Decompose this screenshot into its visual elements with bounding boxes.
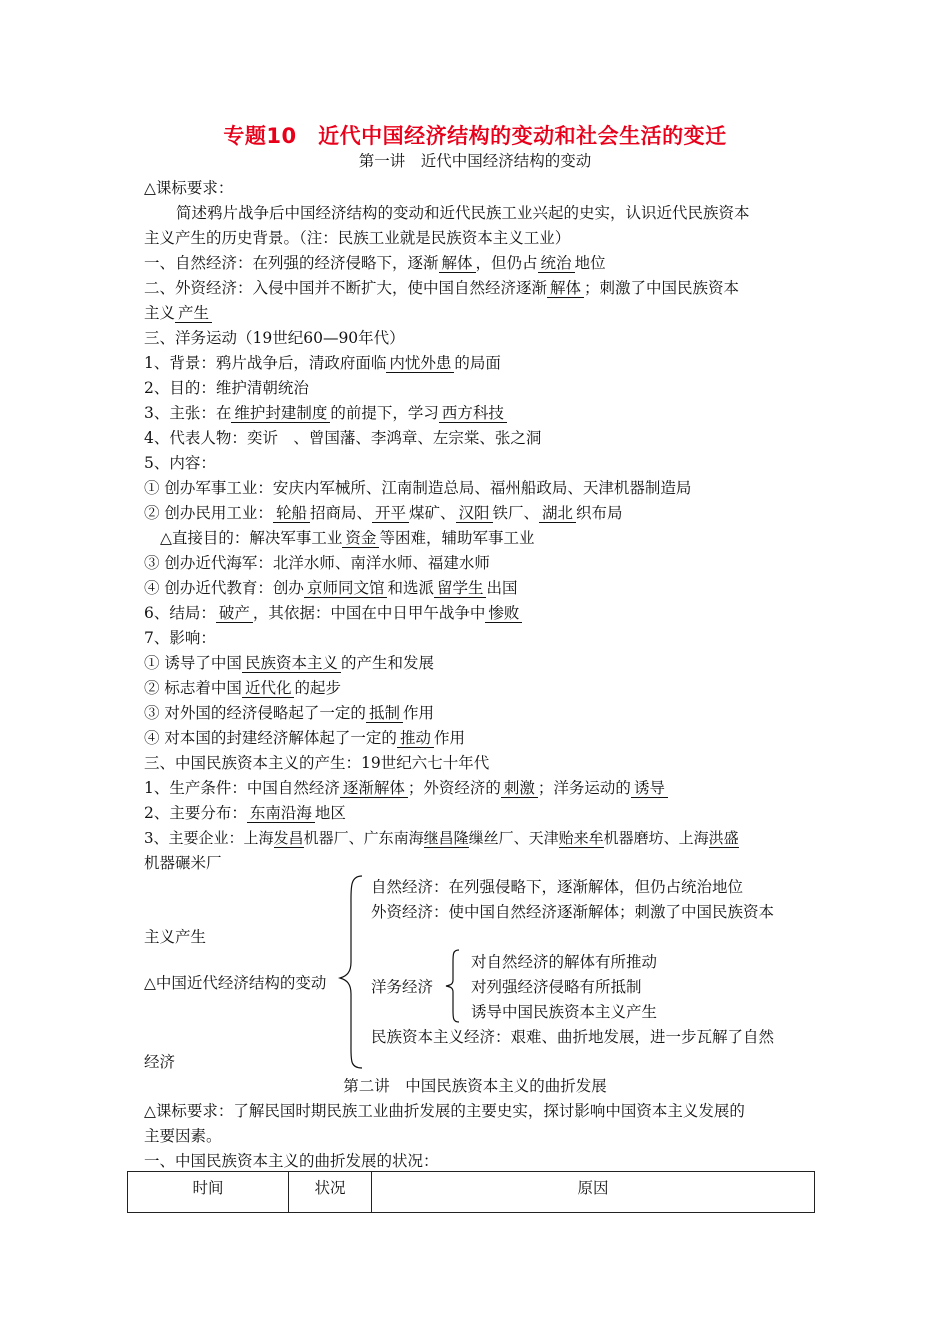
text-line: 二、外资经济：入侵中国并不断扩大，使中国自然经济逐渐 解体 ；刺激了中国民族资本 xyxy=(144,279,740,297)
answer-blank: 洪盛 xyxy=(708,829,739,847)
answer-blank: 汉阳 xyxy=(456,504,493,523)
outer-brace xyxy=(338,874,368,1070)
text-line: 1、背景：鸦片战争后，清政府面临 内忧外患 的局面 xyxy=(144,354,501,372)
answer-blank: 开平 xyxy=(372,504,409,523)
text-line: 一、自然经济：在列强的经济侵略下，逐渐 解体 ，但仍占 统治 地位 xyxy=(144,254,606,272)
diagram-branch-wrap: 经济 xyxy=(144,1053,176,1071)
answer-blank: 解体 xyxy=(547,279,584,298)
text-line: ① 创办军事工业：安庆内军械所、江南制造总局、福州船政局、天津机器制造局 xyxy=(144,479,692,497)
answer-blank: 刺激 xyxy=(501,779,538,798)
text-line: ③ 创办近代海军：北洋水师、南洋水师、福建水师 xyxy=(144,554,490,572)
diagram-branch: 洋务经济 xyxy=(371,978,434,996)
answer-blank: 惨败 xyxy=(485,604,522,623)
answer-blank: 轮船 xyxy=(273,504,310,523)
curriculum-text: 简述鸦片战争后中国经济结构的变动和近代民族工业兴起的史实，认识近代民族资本 xyxy=(176,204,750,222)
diagram-branch: 外资经济：使中国自然经济逐渐解体；刺激了中国民族资本 xyxy=(371,903,775,921)
text-line: △直接目的：解决军事工业 资金 等困难，辅助军事工业 xyxy=(160,529,535,547)
lecture-2-heading: 第二讲 中国民族资本主义的曲折发展 xyxy=(343,1077,607,1095)
answer-blank: 维护封建制度 xyxy=(231,404,330,423)
text-line: 5、内容： xyxy=(144,454,216,472)
text-line: 2、主要分布： 东南沿海 地区 xyxy=(144,804,346,822)
text-line: 3、主要企业：上海发昌机器厂、广东南海继昌隆缫丝厂、天津贻来牟机器磨坊、上海洪盛 xyxy=(144,829,739,847)
text-line: 7、影响： xyxy=(144,629,216,647)
text-line: ② 标志着中国 近代化 的起步 xyxy=(144,679,341,697)
answer-blank: 诱导 xyxy=(631,779,668,798)
text-line: 3、主张：在 维护封建制度 的前提下，学习 西方科技 xyxy=(144,403,507,423)
answer-blank: 湖北 xyxy=(539,504,576,523)
diagram-branch: 自然经济：在列强侵略下，逐渐解体，但仍占统治地位 xyxy=(371,878,744,896)
text-line: 主义 产生 xyxy=(144,303,212,323)
answer-blank: 京师同文馆 xyxy=(304,579,388,598)
answer-blank: 留学生 xyxy=(434,579,487,598)
text-line: ③ 对外国的经济侵略起了一定的 抵制 作用 xyxy=(144,704,434,722)
answer-blank: 近代化 xyxy=(242,679,295,698)
table-header-cell: 原因 xyxy=(372,1172,815,1213)
diagram-sub-branch: 对列强经济侵略有所抵制 xyxy=(471,978,642,996)
answer-blank: 发昌 xyxy=(273,829,304,847)
text-line: 1、生产条件：中国自然经济 逐渐解体 ；外资经济的 刺激 ；洋务运动的 诱导 xyxy=(144,778,668,798)
text-line: ④ 创办近代教育：创办 京师同文馆 和选派 留学生 出国 xyxy=(144,579,518,597)
answer-blank: 逐渐解体 xyxy=(340,779,408,798)
answer-blank: 推动 xyxy=(397,729,434,748)
answer-blank: 内忧外患 xyxy=(386,354,454,373)
section-heading: 一、中国民族资本主义的曲折发展的状况： xyxy=(144,1152,439,1170)
text-line: 6、结局： 破产 ，其依据：中国在中日甲午战争中 惨败 xyxy=(144,603,522,623)
inner-brace xyxy=(443,948,463,1024)
text-line: 2、目的：维护清朝统治 xyxy=(144,379,309,397)
curriculum-text: 主要因素。 xyxy=(144,1127,222,1145)
page-title: 专题10 近代中国经济结构的变动和社会生活的变迁 xyxy=(223,124,727,148)
text-line: 机器碾米厂 xyxy=(144,854,222,872)
curriculum-heading: △课标要求： xyxy=(144,179,234,197)
section-heading: 三、洋务运动（19世纪60—90年代） xyxy=(144,329,405,347)
answer-blank: 产生 xyxy=(175,304,212,323)
table-header-row xyxy=(128,1172,815,1213)
table-header-cell: 时间 xyxy=(128,1172,289,1213)
answer-blank: 继昌隆 xyxy=(423,829,469,847)
diagram-branch-wrap: 主义产生 xyxy=(144,928,207,946)
answer-blank: 东南沿海 xyxy=(247,804,315,823)
answer-blank: 解体 xyxy=(439,254,476,273)
text-line: ② 创办民用工业： 轮船 招商局、 开平 煤矿、 汉阳 铁厂、 湖北 织布局 xyxy=(144,504,623,522)
diagram-branch: 民族资本主义经济：艰难、曲折地发展，进一步瓦解了自然 xyxy=(371,1028,775,1046)
development-table xyxy=(127,1171,815,1213)
text-line: ① 诱导了中国 民族资本主义 的产生和发展 xyxy=(144,654,434,672)
diagram-root: △中国近代经济结构的变动 xyxy=(144,974,327,992)
answer-blank: 抵制 xyxy=(366,704,403,723)
answer-blank: 资金 xyxy=(342,529,379,548)
answer-blank: 破产 xyxy=(216,604,253,623)
text-line: 4、代表人物：奕䜣 、曾国藩、李鸿章、左宗棠、张之洞 xyxy=(144,429,542,447)
answer-blank: 民族资本主义 xyxy=(242,654,341,673)
section-heading: 三、中国民族资本主义的产生：19世纪六七十年代 xyxy=(144,754,490,772)
answer-blank: 统治 xyxy=(538,254,575,273)
text-line: ④ 对本国的封建经济解体起了一定的 推动 作用 xyxy=(144,729,465,747)
diagram-sub-branch: 对自然经济的解体有所推动 xyxy=(471,953,658,971)
answer-blank: 贻来牟 xyxy=(558,829,604,847)
answer-blank: 西方科技 xyxy=(439,404,507,423)
diagram-sub-branch: 诱导中国民族资本主义产生 xyxy=(471,1003,658,1021)
curriculum-text: 主义产生的历史背景。（注：民族工业就是民族资本主义工业） xyxy=(144,229,571,247)
curriculum-text: △课标要求：了解民国时期民族工业曲折发展的主要史实，探讨影响中国资本主义发展的 xyxy=(144,1102,745,1120)
table-header-cell: 状况 xyxy=(289,1172,372,1213)
lecture-1-heading: 第一讲 近代中国经济结构的变动 xyxy=(358,152,592,170)
